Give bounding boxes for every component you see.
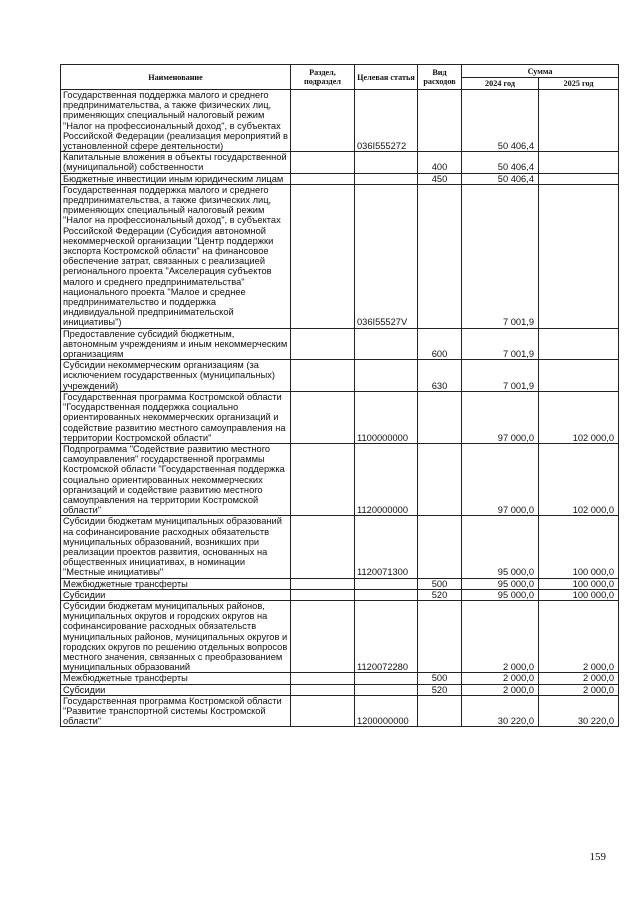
row-sum-2024: 2 000,0 [462,600,539,672]
header-name: Наименование [61,65,291,90]
row-sum-2025: 100 000,0 [539,516,619,578]
row-vid: 520 [418,589,462,600]
table-row [61,516,619,578]
row-sum-2024: 95 000,0 [462,578,539,589]
row-target: 1120071300 [355,516,418,578]
row-target [355,578,418,589]
row-target: 1100000000 [355,391,418,443]
row-name: Субсидии [61,589,291,600]
row-sum-2024: 2 000,0 [462,684,539,695]
row-vid: 500 [418,673,462,684]
table-row [61,90,619,152]
row-section [291,673,355,684]
row-section [291,90,355,152]
row-section [291,173,355,184]
row-sum-2024: 95 000,0 [462,589,539,600]
row-sum-2024: 7 001,9 [462,360,539,392]
row-vid: 450 [418,173,462,184]
row-section [291,152,355,173]
row-section [291,589,355,600]
row-sum-2024: 95 000,0 [462,516,539,578]
row-sum-2024: 97 000,0 [462,443,539,515]
row-section [291,578,355,589]
row-vid [418,443,462,515]
row-sum-2024: 97 000,0 [462,391,539,443]
row-sum-2025: 100 000,0 [539,578,619,589]
row-name: Государственная поддержка малого и среднего предпринимательства, а также физических лиц, применяющих специальный налоговый режим "Налог на профессиональный доход", в субъектах Российской Федерации (реализация мероприятий в установленной сфере деятельности) [61,90,291,152]
header-vid: Вид расходов [418,65,462,90]
row-name: Бюджетные инвестиции иным юридическим лицам [61,173,291,184]
row-target [355,152,418,173]
table-row [61,589,619,600]
row-target: 1200000000 [355,695,418,727]
page-number: 159 [589,851,606,863]
row-section [291,695,355,727]
row-target [355,328,418,360]
row-name: Субсидии бюджетам муниципальных районов, муниципальных округов и городских округов на софинансирование расходных обязательств муниципальных районов, муниципальных округов и городских округов по решению отдельных вопросов местного значения, связанных с преобразованием муниципальных образований [61,600,291,672]
header-2024: 2024 год [462,78,539,90]
header-section: Раздел, подраздел [291,65,355,90]
table-row [61,328,619,360]
row-section [291,600,355,672]
row-name: Государственная программа Костромской области "Государственная поддержка социально ориентированных некоммерческих организаций и содействие развитию местного самоуправления на территории Костромской области" [61,391,291,443]
row-name: Капитальные вложения в объекты государственной (муниципальной) собственности [61,152,291,173]
row-vid [418,391,462,443]
row-name: Субсидии некоммерческим организациям (за исключением государственных (муниципальных) учреждений) [61,360,291,392]
row-sum-2025 [539,328,619,360]
table-row [61,600,619,672]
table-row [61,578,619,589]
table-body [61,90,619,727]
table-row [61,391,619,443]
row-vid [418,184,462,328]
row-vid: 500 [418,578,462,589]
table-row [61,184,619,328]
row-sum-2025 [539,184,619,328]
row-sum-2025 [539,173,619,184]
row-sum-2025 [539,360,619,392]
row-sum-2025: 100 000,0 [539,589,619,600]
row-section [291,360,355,392]
row-vid: 520 [418,684,462,695]
table-row [61,684,619,695]
row-target: 1120000000 [355,443,418,515]
row-target: 036I55527V [355,184,418,328]
header-target: Целевая статья [355,65,418,90]
row-target [355,673,418,684]
row-sum-2025: 102 000,0 [539,391,619,443]
row-vid: 600 [418,328,462,360]
row-name: Предоставление субсидий бюджетным, автономным учреждениям и иным некоммерческим организациям [61,328,291,360]
row-sum-2025 [539,152,619,173]
row-sum-2024: 50 406,4 [462,90,539,152]
row-sum-2024: 7 001,9 [462,184,539,328]
row-target: 036I555272 [355,90,418,152]
row-target [355,684,418,695]
row-sum-2024: 7 001,9 [462,328,539,360]
table-row [61,443,619,515]
table-header [61,65,619,90]
row-sum-2025: 30 220,0 [539,695,619,727]
row-vid [418,90,462,152]
row-section [291,684,355,695]
row-vid: 400 [418,152,462,173]
header-sum: Сумма [462,65,619,78]
header-2025: 2025 год [539,78,619,90]
row-sum-2024: 50 406,4 [462,173,539,184]
row-vid [418,600,462,672]
table-row [61,360,619,392]
row-vid [418,516,462,578]
row-name: Межбюджетные трансферты [61,673,291,684]
row-target: 1120072280 [355,600,418,672]
row-target [355,589,418,600]
row-section [291,443,355,515]
row-name: Подпрограмма "Содействие развитию местного самоуправления" государственной программы Костромской области "Государственная поддержка социально ориентированных некоммерческих организаций и содействие развитию местного самоуправления на территории Костромской области" [61,443,291,515]
row-target [355,173,418,184]
row-name: Государственная программа Костромской области "Развитие транспортной системы Костромской области" [61,695,291,727]
table-row [61,673,619,684]
row-section [291,391,355,443]
row-sum-2024: 30 220,0 [462,695,539,727]
row-vid [418,695,462,727]
budget-table [60,64,619,727]
row-sum-2025: 2 000,0 [539,673,619,684]
row-name: Субсидии бюджетам муниципальных образований на софинансирование расходных обязательств муниципальных образований, возникших при реализации проектов развития, основанных на общественных инициативах, в номинации "Местные инициативы" [61,516,291,578]
row-sum-2024: 50 406,4 [462,152,539,173]
row-name: Субсидии [61,684,291,695]
row-name: Государственная поддержка малого и среднего предпринимательства, а также физических лиц, применяющих специальный налоговый режим "Налог на профессиональный доход", в субъектах Российской Федерации (Субсидия автономной некоммерческой организации "Центр поддержки экспорта Костромской области" на финансовое обеспечение затрат, связанных с реализацией регионального проекта "Акселерация субъектов малого и среднего предпринимательства" национального проекта "Малое и среднее предпринимательство и поддержка индивидуальной предпринимательской инициативы") [61,184,291,328]
row-sum-2025: 2 000,0 [539,600,619,672]
row-sum-2024: 2 000,0 [462,673,539,684]
row-name: Межбюджетные трансферты [61,578,291,589]
row-section [291,516,355,578]
row-section [291,328,355,360]
row-section [291,184,355,328]
table-row [61,152,619,173]
row-sum-2025: 102 000,0 [539,443,619,515]
row-sum-2025 [539,90,619,152]
table-row [61,695,619,727]
row-vid: 630 [418,360,462,392]
row-target [355,360,418,392]
row-sum-2025: 2 000,0 [539,684,619,695]
table-row [61,173,619,184]
